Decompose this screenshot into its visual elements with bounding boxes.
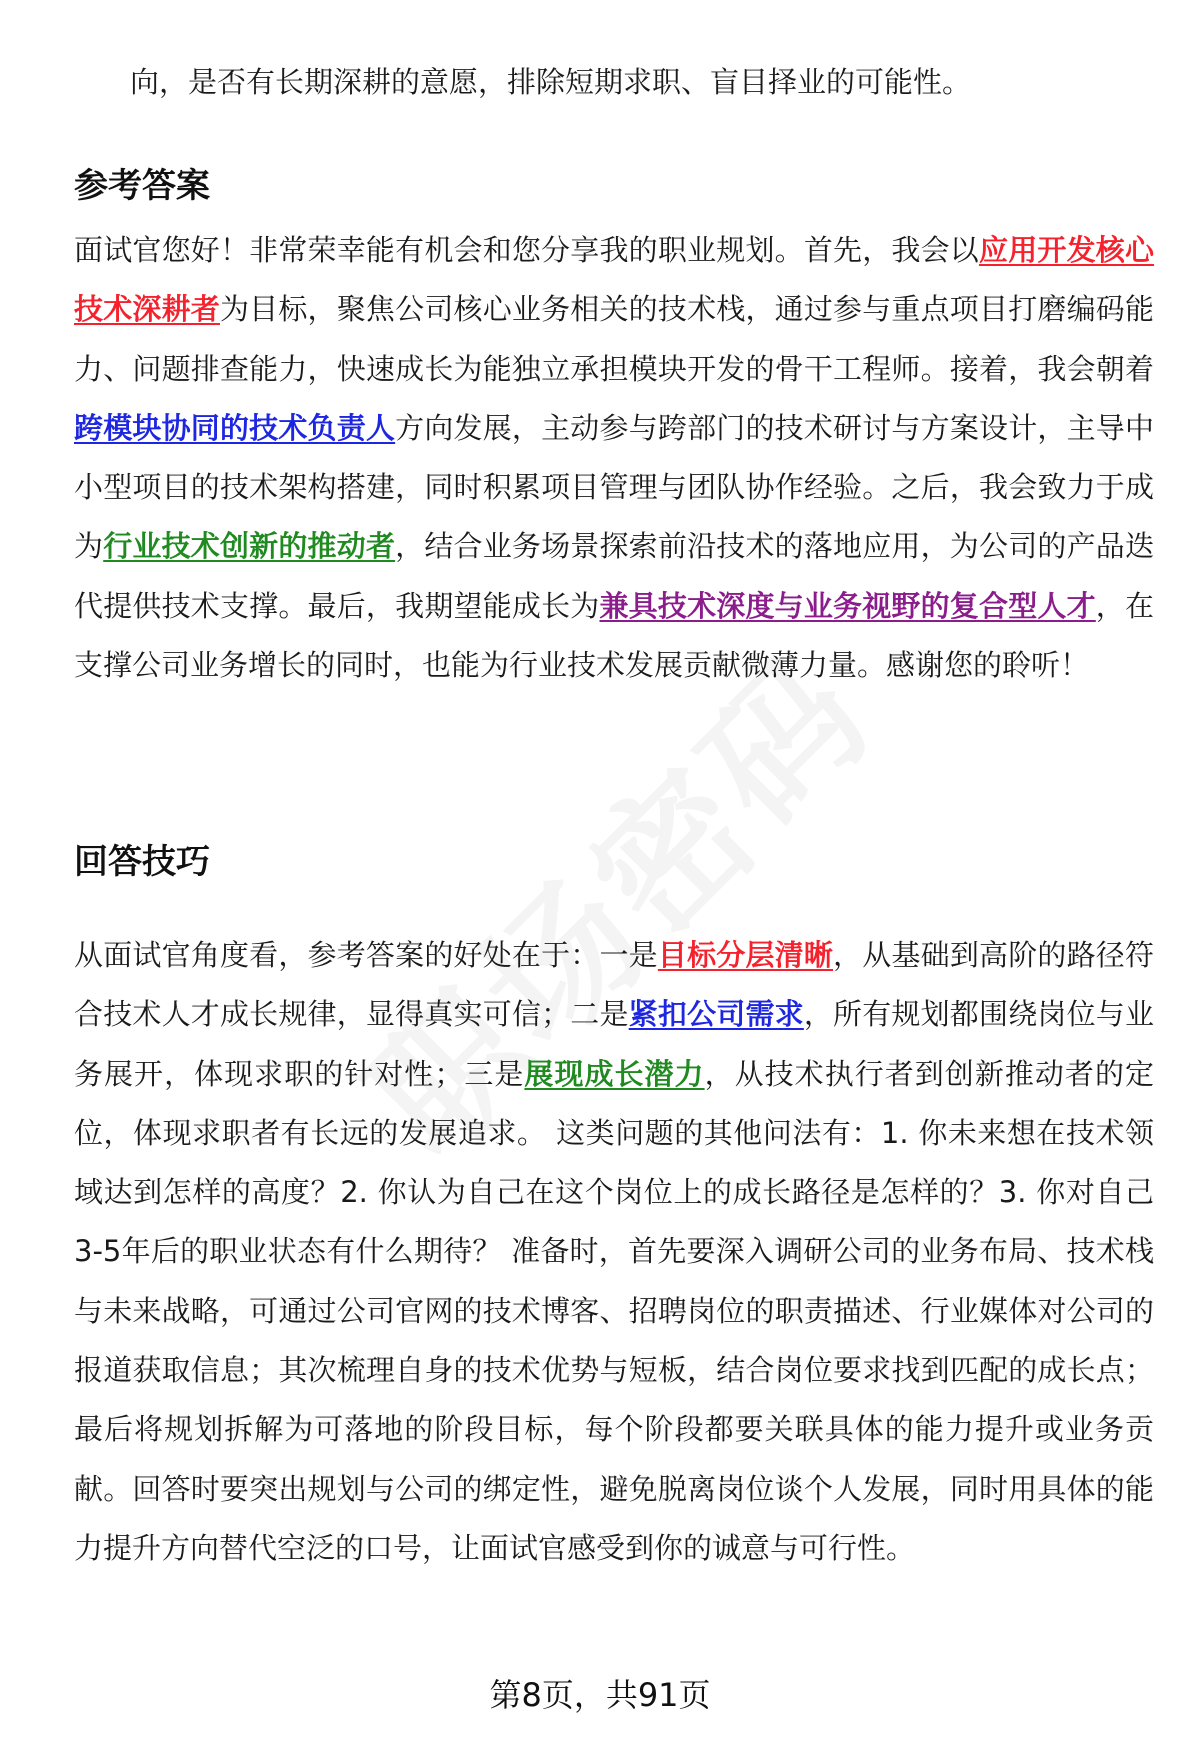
answer-text-3: 方向发展，主动参与跨部门的技术研讨与方案设计，主导中小型项目的技术架构搭建，同时积累项目管理与团队协作经验。之后，我会致力于成为 xyxy=(74,410,1154,564)
intro-paragraph: 向，是否有长期深耕的意愿，排除短期求职、盲目择业的可能性。 xyxy=(130,65,972,99)
page-number-footer: 第8页，共91页 xyxy=(489,1676,711,1714)
reference-answer-paragraph xyxy=(74,221,1154,695)
answer-text-2: 为目标，聚焦公司核心业务相关的技术栈，通过参与重点项目打磨编码能力、问题排查能力，快速成长为能独立承担模块开发的骨干工程师。接着，我会朝着 xyxy=(74,292,1154,386)
highlight-tech-lead: 跨模块协同的技术负责人 xyxy=(74,410,396,445)
highlight-composite-talent: 兼具技术深度与业务视野的复合型人才 xyxy=(599,588,1096,623)
highlight-growth-potential: 展现成长潜力 xyxy=(524,1056,705,1091)
tips-text-4: ，从技术执行者到创新推动者的定位，体现求职者有长远的发展追求。 这类问题的其他问法有：1. 你未来想在技术领域达到怎样的高度？2. 你认为自己在这个岗位上的成长路径是怎样的？3. 你对自己3-5年后的职业状态有什么期待？ 准备时，首先要深入调研公司的业务布局、技术栈与未来战略，可通过公司官网的技术博客、招聘岗位的职责描述、行业媒体对公司的报道获取信息；其次梳理自身的技术优势与短板，结合岗位要求找到匹配的成长点；最后将规划拆解为可落地的阶段目标，每个阶段都要关联具体的能力提升或业务贡献。回答时要突出规划与公司的绑定性，避免脱离岗位谈个人发展，同时用具体的能力提升方向替代空泛的口号，让面试官感受到你的诚意与可行性。 xyxy=(74,1056,1154,1565)
answer-text-4: ，结合业务场景探索前沿技术的落地应用，为公司的产品迭代提供技术支撑。最后，我期望能成长为 xyxy=(74,529,1154,623)
highlight-layered-goals: 目标分层清晰 xyxy=(657,938,834,972)
tips-text-2: ，从基础到高阶的路径符合技术人才成长规律，显得真实可信；二是 xyxy=(74,938,1154,1032)
answer-tips-paragraph xyxy=(74,926,1154,1578)
tips-text-3: ，所有规划都围绕岗位与业务展开，体现求职的针对性；三是 xyxy=(74,997,1154,1091)
highlight-core-tech: 应用开发核心技术深耕者 xyxy=(74,233,1154,327)
heading-reference-answer: 参考答案 xyxy=(74,166,210,206)
heading-answer-tips: 回答技巧 xyxy=(74,842,210,882)
answer-text-5: ，在支撑公司业务增长的同时，也能为行业技术发展贡献微薄力量。感谢您的聆听！ xyxy=(74,588,1154,683)
tips-text-1: 从面试官角度看，参考答案的好处在于：一是 xyxy=(74,938,658,972)
answer-text-1: 面试官您好！非常荣幸能有机会和您分享我的职业规划。首先，我会以 xyxy=(74,233,980,267)
highlight-company-needs: 紧扣公司需求 xyxy=(628,997,804,1032)
highlight-innovation: 行业技术创新的推动者 xyxy=(103,529,396,564)
